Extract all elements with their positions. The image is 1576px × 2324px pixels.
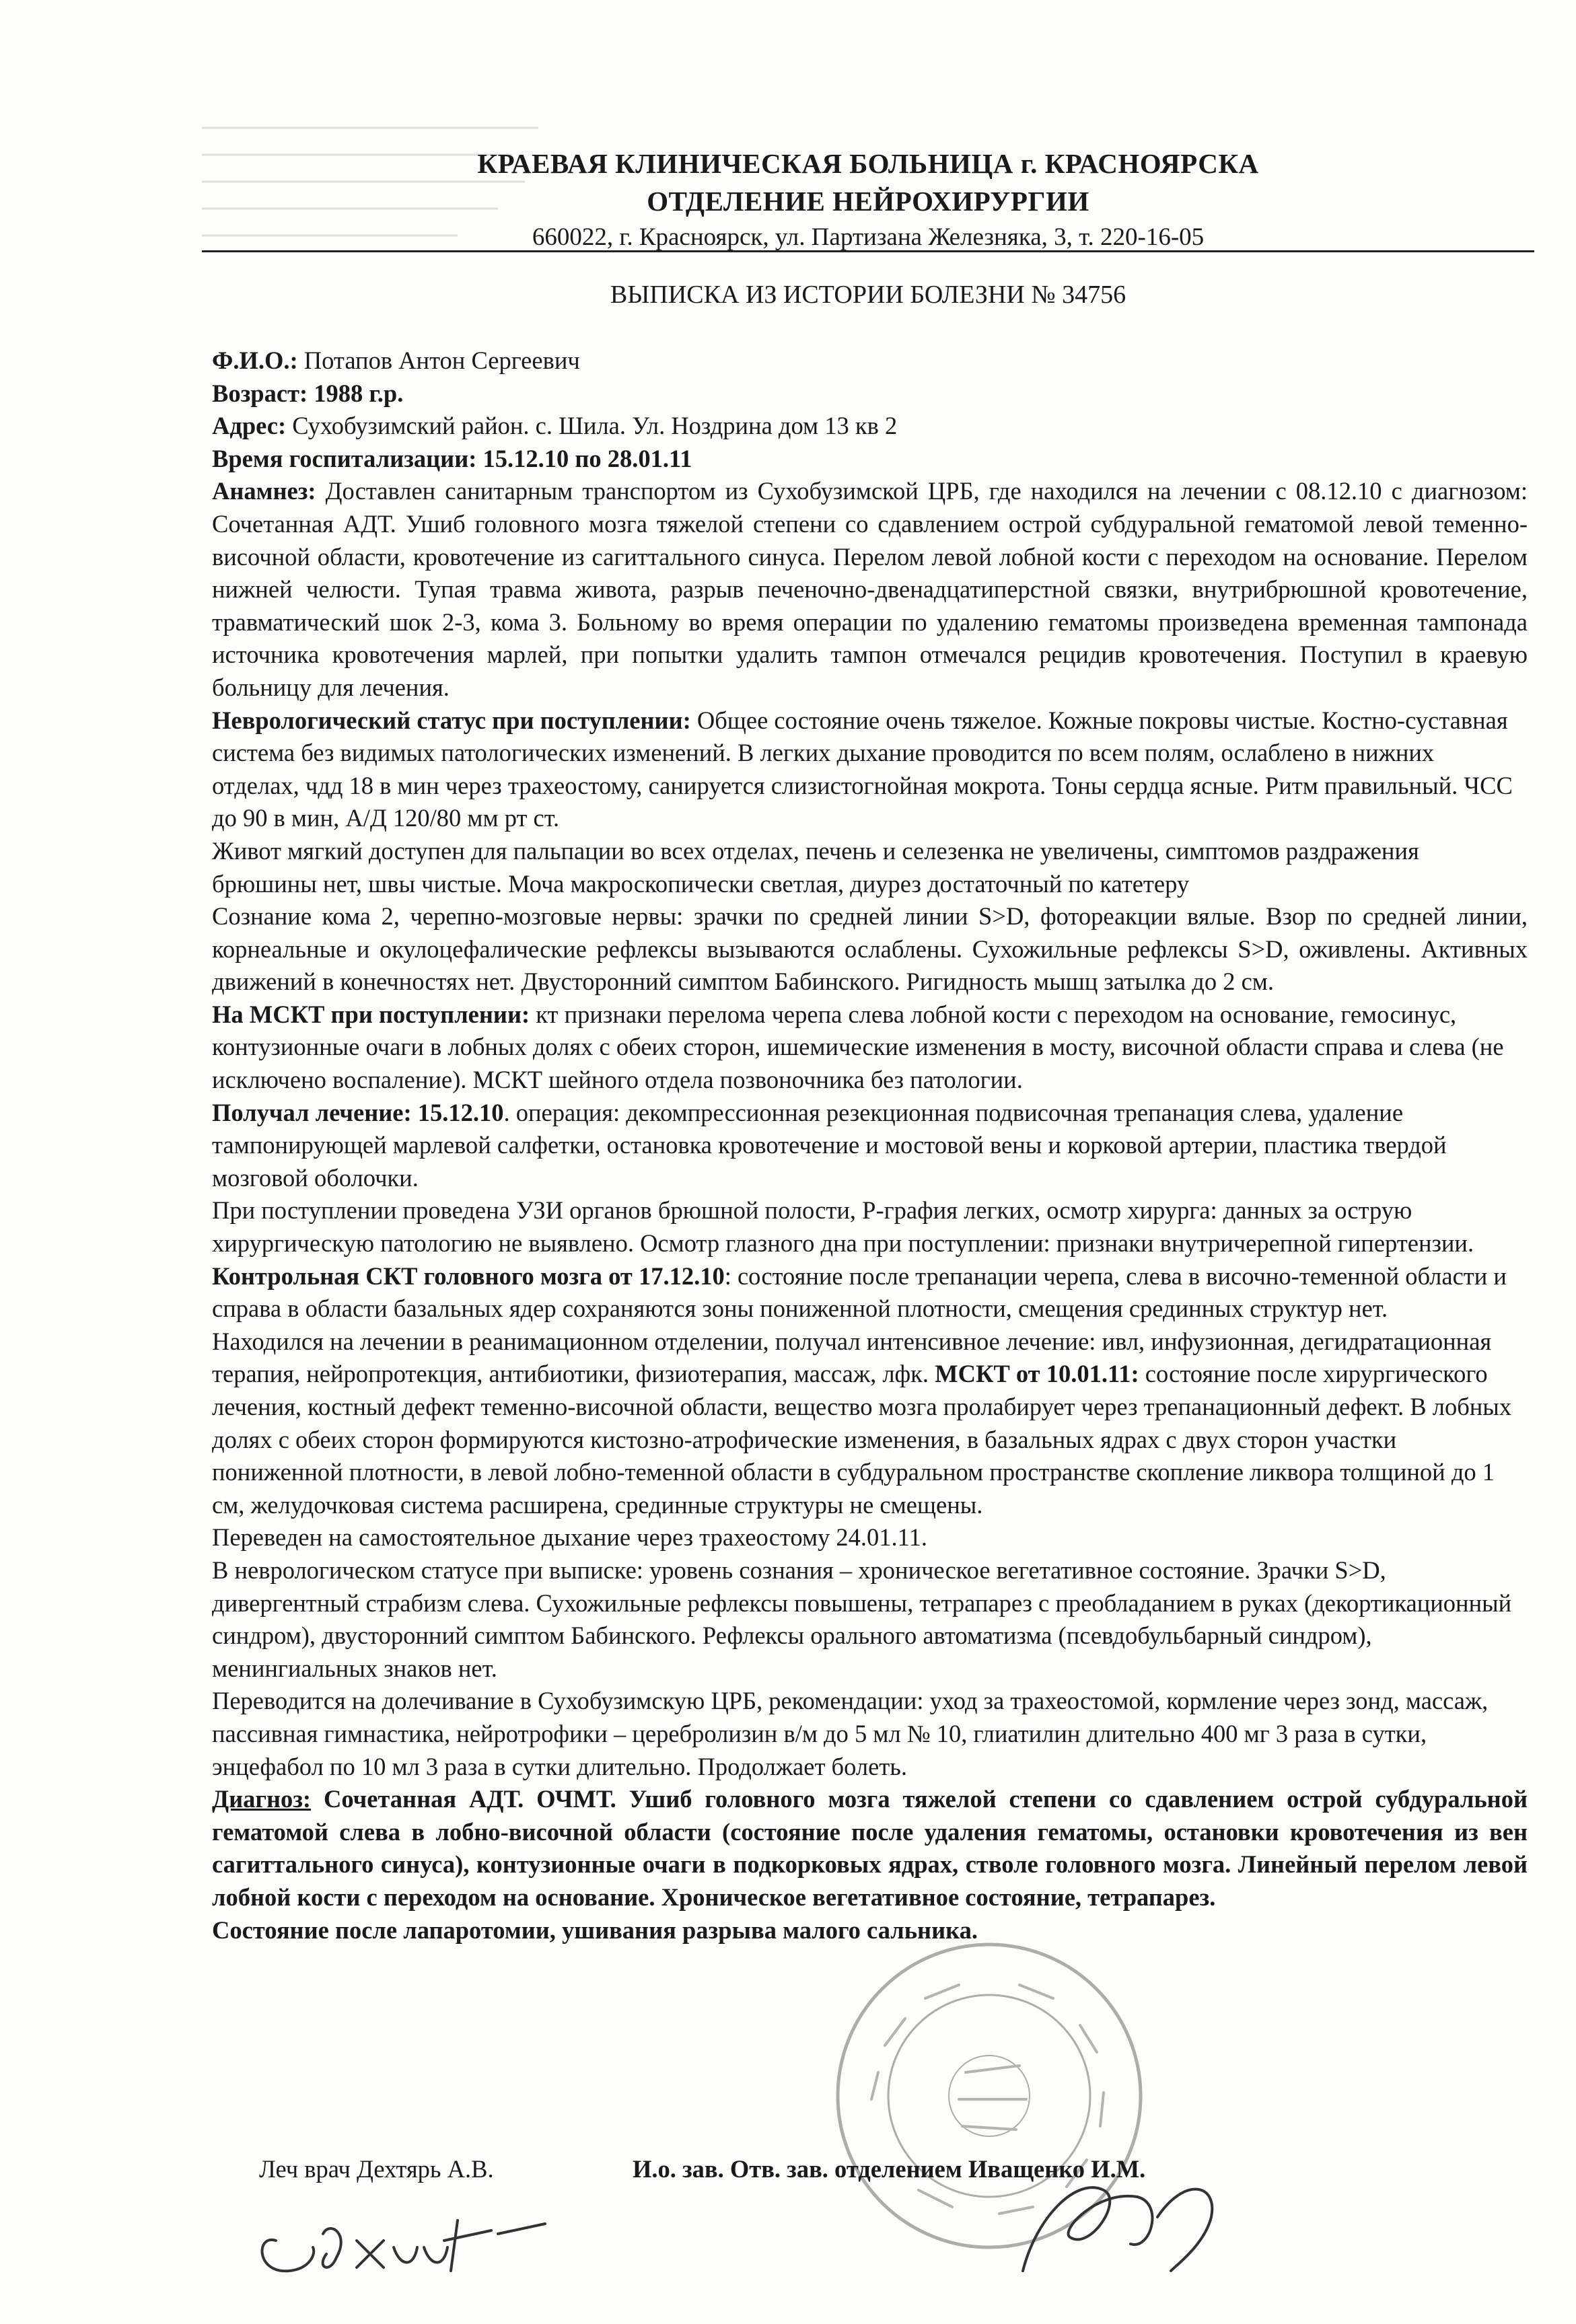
consciousness-paragraph: Сознание кома 2, черепно-мозговые нервы: зрачки по средней линии S>D, фотореакции вялые. Взор по средней линии, корнеальные и окулоцефалические рефлексы вызываются ослаблены. Сухожильные рефлексы S>D, оживлены. Активных движений в конечностях нет. Двусторонний симптом Бабинского. Ригидность мышц затылка до 2 см. [212,902,1528,996]
treatment-paragraph [212,1097,1528,1195]
hospital-address: 660022, г. Красноярск, ул. Партизана Железняка, 3, т. 220-16-05 [532,223,1205,251]
discharge-neuro-paragraph: В неврологическом статусе при выписке: уровень сознания – хроническое вегетативное состояние. Зрачки S>D, дивергентный страбизм слева. Сухожильные рефлексы повышены, тетрапарез с преобладанием в руках (декортикационный синдром), двусторонний симптом Бабинского. Рефлексы орального автоматизма (псевдобульбарный синдром), менингиальных знаков нет. [212,1556,1512,1682]
doctor-handwritten-signature [249,2193,599,2288]
address-label: Адрес: [212,412,287,440]
diagnosis-label: Диагноз: [212,1785,312,1813]
anamnesis-paragraph [212,475,1528,704]
hospital-name: КРАЕВАЯ КЛИНИЧЕСКАЯ БОЛЬНИЦА г. КРАСНОЯРСКА [477,148,1259,179]
treatment-label: Получал лечение: 15.12.10 [212,1098,504,1126]
header-divider [202,250,1534,252]
hospitalization-period: Время госпитализации: 15.12.10 по 28.01.11 [212,444,692,472]
department-name: ОТДЕЛЕНИЕ НЕЙРОХИРУРГИИ [647,186,1089,217]
treatment-text: . операция: декомпрессионная резекционная подвисочная трепанация слева, удаление тампонирующей марлевой салфетки, остановка кровотечение и мостовой вены и корковой артерии, пластика твердой мозговой оболочки. [212,1098,1447,1192]
head-handwritten-signature [996,2136,1279,2291]
msct-admission-label: На МСКТ при поступлении: [212,1000,530,1028]
control-ct-text: : состояние после трепанации черепа, слева в височно-теменной области и справа в области базальных ядер сохраняются зоны пониженной плотности, смещения срединных структур нет. [212,1262,1507,1323]
anamnesis-label: Анамнез: [212,477,316,505]
control-ct-paragraph [212,1260,1528,1326]
diagnosis-paragraph [212,1783,1528,1914]
head-signature-line: И.о. зав. Отв. зав. отделением Иващенко И.М. [633,2155,1146,2183]
neuro-status-text: Общее состояние очень тяжелое. Кожные покровы чистые. Костно-суставная система без видимых патологических изменений. В легких дыхание проводится по всем полям, ослаблено в нижних отделах, чдд 18 в мин через трахеостому, санируется слизистогнойная мокрота. Тоны сердца ясные. Ритм правильный. ЧСС до 90 в мин, А/Д 120/80 мм рт ст. [212,706,1513,832]
neuro-status-label: Неврологический статус при поступлении: [212,706,691,734]
patient-address [212,410,1528,443]
patient-fio [212,344,1528,377]
reanimation-paragraph [212,1326,1528,1522]
msct-admission-text: кт признаки перелома черепа слева лобной кости с переходом на основание, гемосинус, контузионные очаги в лобных долях с обеих сторон, ишемические изменения в мосту, височной области справа и слева (не исключено воспаление). МСКТ шейного отдела позвоночника без патологии. [212,1000,1504,1094]
hospital-header [202,145,1534,255]
msct-followup-text: состояние после хирургического лечения, костный дефект теменно-височной области, вещество мозга пролабирует через трепанационный дефект. В лобных долях с обеих сторон формируются кистозно-атрофические изменения, в базальных ядрах с двух сторон участки пониженной плотности, в левой лобно-теменной области в субдуральном пространстве скопление ликвора толщиной до 1 см, желудочковая система расширена, срединные структуры не смещены. [212,1360,1512,1519]
msct-followup-label: МСКТ от 10.01.11: [935,1360,1139,1388]
neuro-status-paragraph [212,704,1528,835]
diagnosis-secondary: Состояние после лапаротомии, ушивания разрыва малого сальника. [212,1916,978,1944]
fio-value: Потапов Антон Сергеевич [297,347,580,374]
admission-exams-paragraph: При поступлении проведена УЗИ органов брюшной полости, Р-графия легких, осмотр хирурга: данных за острую хирургическую патологию не выявлено. Осмотр глазного дна при поступлении: признаки внутричерепной гипертензии. [212,1196,1474,1258]
msct-admission-paragraph [212,998,1528,1097]
document-title: ВЫПИСКА ИЗ ИСТОРИИ БОЛЕЗНИ № 34756 [610,281,1126,309]
recommendations-paragraph: Переводится на долечивание в Сухобузимскую ЦРБ, рекомендации: уход за трахеостомой, кормление через зонд, массаж, пассивная гимнастика, нейротрофики – церебролизин в/м до 5 мл № 10, глиатилин длительно 400 мг 3 раза в сутки, энцефабол по 10 мл 3 раза в сутки длительно. Продолжает болеть. [212,1687,1489,1780]
document-body [212,344,1528,1947]
control-ct-label: Контрольная СКТ головного мозга от 17.12.10 [212,1262,725,1290]
address-value: Сухобузимский район. с. Шила. Ул. Ноздрина дом 13 кв 2 [286,412,898,440]
fio-label: Ф.И.О.: [212,347,298,374]
doctor-signature-line: Леч врач Дехтярь А.В. [259,2155,494,2183]
patient-age: Возраст: 1988 г.р. [212,379,404,407]
breathing-paragraph: Переведен на самостоятельное дыхание через трахеостому 24.01.11. [212,1523,927,1552]
diagnosis-text: Сочетанная АДТ. ОЧМТ. Ушиб головного мозга тяжелой степени со сдавлением острой субдуральной гематомой слева в лобно-височной области (состояние после удаления гематомы, остановки кровотечения из вен сагиттального синуса), контузионные очаги в подкорковых ядрах, стволе головного мозга. Линейный перелом левой лобной кости с переходом на основание. Хроническое вегетативное состояние, тетрапарез. [212,1785,1528,1911]
anamnesis-text: Доставлен санитарным транспортом из Сухобузимской ЦРБ, где находился на лечении с 08.12.10 с диагнозом: Сочетанная АДТ. Ушиб головного мозга тяжелой степени со сдавлением острой субдуральной гематомой левой теменно-височной области, кровотечение из сагиттального синуса. Перелом левой лобной кости с переходом на основание. Перелом нижней челюсти. Тупая травма живота, разрыв печеночно-двенадцатиперстной связки, внутрибрюшной кровотечение, травматический шок 2-3, кома 3. Больному во время операции по удалению гематомы произведена временная тампонада источника кровотечения марлей, при попытки удалить тампон отмечался рецидив кровотечения. Поступил в краевую больницу для лечения. [212,477,1528,701]
abdomen-paragraph: Живот мягкий доступен для пальпации во всех отделах, печень и селезенка не увеличены, симптомов раздражения брюшины нет, швы чистые. Моча макроскопически светлая, диурез достаточный по катетеру [212,836,1419,898]
reanimation-text: Находился на лечении в реанимационном отделении, получал интенсивное лечение: ивл, инфузионная, дегидратационная терапия, нейропротекция, антибиотики, физиотерапия, массаж, лфк. [212,1327,1492,1388]
